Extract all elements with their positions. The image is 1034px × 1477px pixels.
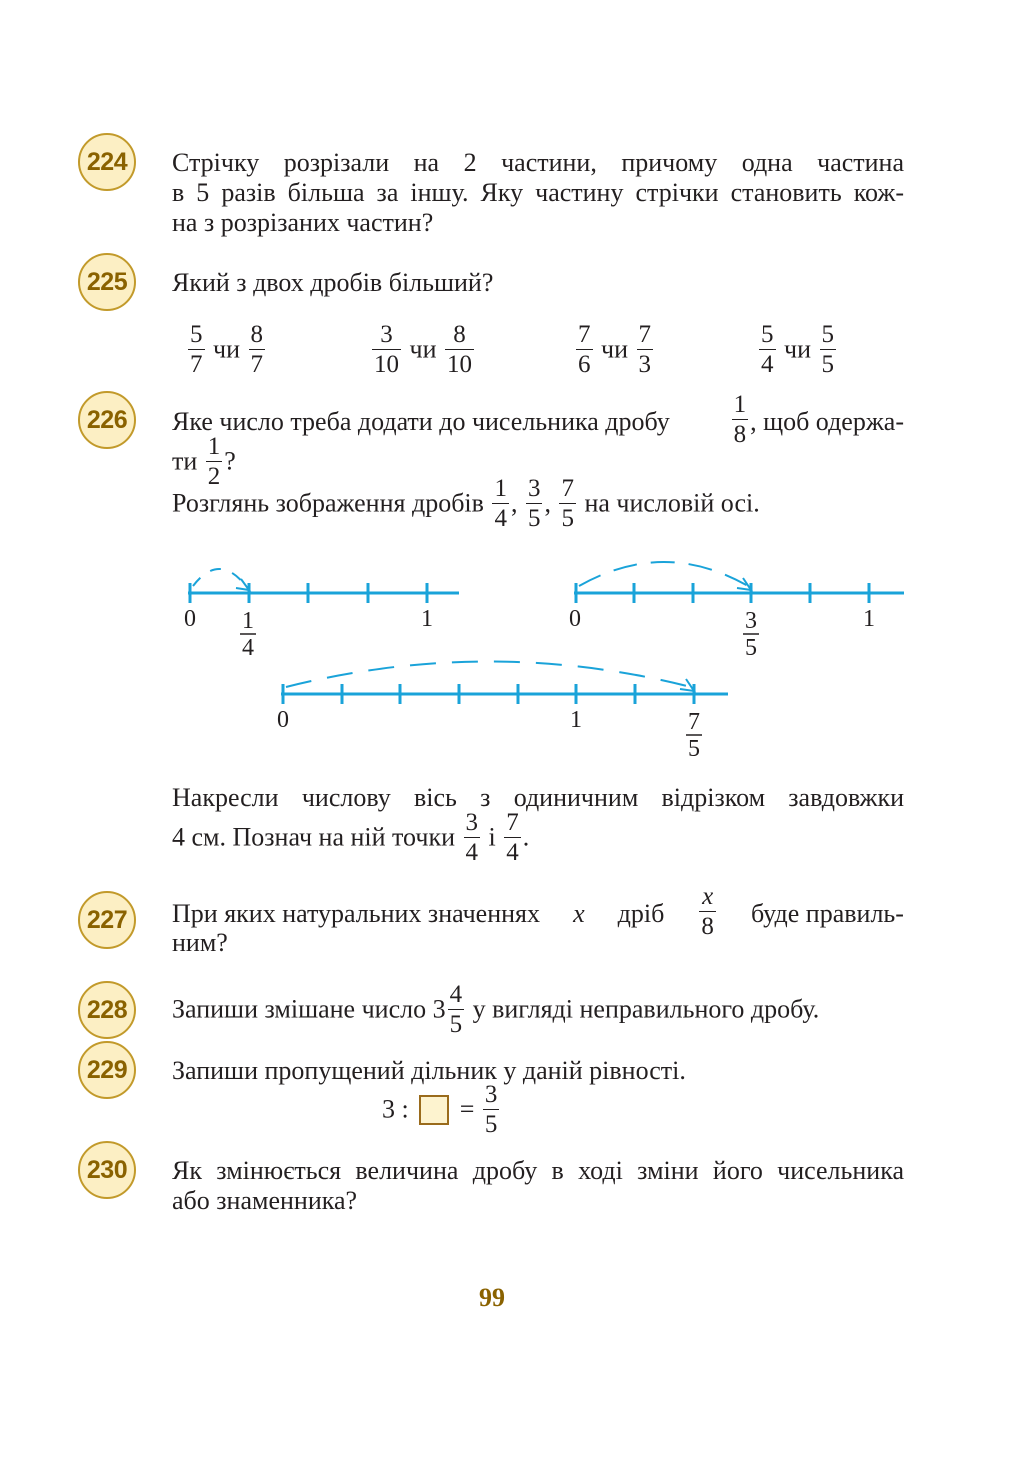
exercise-number-badge: 228 [78,981,136,1039]
comparison-word: чи [601,334,628,364]
fraction: $\frac{7}{6}$ [578,321,591,378]
axis-fraction-numerator: 7 [688,709,700,735]
fraction: $\frac{5}{4}$ [761,321,774,378]
axis-label-one: 1 [863,606,875,632]
fraction: $\frac{3}{4}$ [465,809,479,866]
exercise-text-line: на з розрізаних частин? [172,208,434,237]
exercise-number-badge: 226 [78,391,136,449]
exercise-text-line: Накресли числову вісь з одиничним відрізком завдовжки [172,783,904,812]
fraction: $\frac{7}{4}$ [506,809,519,866]
exercise-text-line: Стрічку розрізали на 2 частини, причому одна частина [172,148,904,177]
fraction: $\frac{3}{10}$ [374,321,399,378]
exercise-text-line: в 5 разів більша за іншу. Яку частину стрічки становить кож- [172,178,904,207]
exercise-number-badge: 225 [78,253,136,311]
comparison-word: чи [784,334,811,364]
axis-fraction-numerator: 1 [242,608,254,634]
axis-fraction-numerator: 3 [745,608,757,634]
comparison-word: чи [213,334,240,364]
fraction: $\frac{3}{5}$ [484,1081,498,1138]
exercise-text-line: Запиши змішане число 3 $\frac{4}{5}$ у вигляді неправильного дробу. [172,981,820,1038]
exercise-number-badge: 229 [78,1041,136,1099]
exercise-text-line: Яке число треба додати до чисельника дробу $\frac{1}{8}$ , щоб одержа- [172,391,904,448]
jump-arc [286,662,691,688]
fraction: $\frac{7}{3}$ [638,321,651,378]
comparison-word: чи [409,334,437,364]
fraction: $\frac{4}{5}$ [449,981,463,1038]
fraction: $\frac{x}{8}$ [701,883,714,940]
exercise-text-line: ти $\frac{1}{2}$ ? [172,433,236,490]
fraction: $\frac{3}{5}$ [527,475,541,532]
exercise-text-line: Як змінюється величина дробу в ході зміни його чисельника [172,1156,904,1185]
jump-arc [193,569,246,586]
axis-fraction-denominator: 5 [745,635,757,661]
jump-arc [579,562,748,586]
axis-fraction-denominator: 5 [688,736,700,762]
axis-label-one: 1 [570,707,582,733]
page-number: 99 [479,1283,505,1312]
fraction: $\frac{1}{4}$ [494,475,507,532]
fraction: $\frac{7}{5}$ [561,475,574,532]
exercise-text-line: При яких натуральних значеннях x дріб $\frac{x}{8}$ буде правиль- [172,883,904,940]
fraction: $\frac{1}{2}$ [207,433,221,490]
fraction: $\frac{8}{10}$ [447,321,472,378]
exercise-text-line: 4 см. Познач на ній точки $\frac{3}{4}$ і $\frac{7}{4}$ . [172,809,530,866]
fraction: $\frac{5}{5}$ [821,321,834,378]
exercise-text-line: Запиши пропущений дільник у даній рівності. [172,1056,686,1085]
fraction: $\frac{1}{8}$ [733,391,747,448]
exercise-number-badge: 224 [78,133,136,191]
missing-divisor-box[interactable] [419,1095,449,1125]
axis-label-zero: 0 [277,707,289,733]
axis-fraction-denominator: 4 [242,635,254,661]
fraction: $\frac{8}{7}$ [250,321,263,378]
axis-label-zero: 0 [184,606,196,632]
axis-label-zero: 0 [569,606,581,632]
exercise-question: Який з двох дробів більший? [172,268,494,297]
equation: 3 : = $\frac{3}{5}$ [382,1081,498,1138]
arrow-head [236,579,249,590]
fraction: $\frac{5}{7}$ [190,321,203,378]
exercise-number-badge: 230 [78,1141,136,1199]
exercise-text-line: або знаменника? [172,1186,358,1215]
axis-label-one: 1 [421,606,433,632]
exercise-text-line: Розглянь зображення дробів $\frac{1}{4}$ , $\frac{3}{5}$ , $\frac{7}{5}$ на числовій осі. [172,475,760,532]
exercise-text-line: ним? [172,928,228,957]
exercise-number-badge: 227 [78,891,136,949]
